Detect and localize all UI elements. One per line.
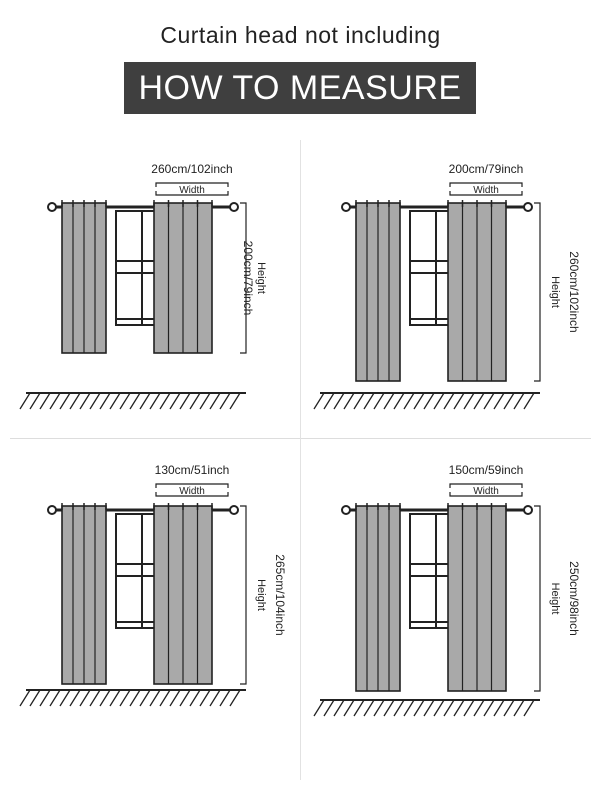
- floor-hatch: [130, 393, 140, 409]
- floor-hatch: [454, 700, 464, 716]
- floor-hatch: [220, 393, 230, 409]
- floor-hatch: [190, 393, 200, 409]
- floor-hatch: [424, 700, 434, 716]
- height-label: Height: [255, 262, 267, 294]
- width-label: Width: [473, 185, 499, 196]
- width-label: Width: [179, 185, 205, 196]
- floor-hatch: [90, 690, 100, 706]
- width-value-label: 260cm/102inch: [151, 162, 233, 176]
- height-value-label: 260cm/102inch: [567, 251, 581, 333]
- floor-hatch: [120, 690, 130, 706]
- floor-hatch: [394, 700, 404, 716]
- title-banner: HOW TO MEASURE: [124, 62, 476, 114]
- floor-hatch: [434, 393, 444, 409]
- rod-finial-left: [48, 506, 56, 514]
- floor-hatch: [180, 690, 190, 706]
- floor-hatch: [444, 393, 454, 409]
- floor-hatch: [200, 393, 210, 409]
- rod-finial-left: [342, 506, 350, 514]
- height-value-label: 265cm/104inch: [273, 554, 287, 636]
- floor-hatch: [90, 393, 100, 409]
- floor-hatch: [444, 700, 454, 716]
- floor-hatch: [464, 393, 474, 409]
- height-label: Height: [549, 276, 561, 308]
- floor-hatch: [30, 393, 40, 409]
- floor-hatch: [100, 690, 110, 706]
- floor-hatch: [80, 393, 90, 409]
- floor-hatch: [110, 690, 120, 706]
- vertical-divider: [300, 140, 301, 780]
- floor-hatch: [484, 393, 494, 409]
- floor-hatch: [434, 700, 444, 716]
- floor-hatch: [50, 393, 60, 409]
- measure-panel-4: [314, 458, 594, 728]
- floor-hatch: [334, 393, 344, 409]
- curtain-diagram-4: [314, 458, 594, 728]
- floor-hatch: [494, 700, 504, 716]
- floor-hatch: [344, 393, 354, 409]
- floor-hatch: [354, 700, 364, 716]
- floor-hatch: [324, 393, 334, 409]
- floor-hatch: [524, 393, 534, 409]
- floor-hatch: [210, 690, 220, 706]
- floor-hatch: [150, 393, 160, 409]
- floor-hatch: [404, 393, 414, 409]
- floor-hatch: [60, 393, 70, 409]
- floor-hatch: [414, 393, 424, 409]
- floor-hatch: [210, 393, 220, 409]
- floor-hatch: [504, 700, 514, 716]
- floor-hatch: [140, 393, 150, 409]
- height-bracket: [534, 506, 540, 691]
- floor-hatch: [160, 690, 170, 706]
- floor-hatch: [344, 700, 354, 716]
- floor-hatch: [100, 393, 110, 409]
- floor-hatch: [324, 700, 334, 716]
- floor-hatch: [60, 690, 70, 706]
- floor-hatch: [454, 393, 464, 409]
- width-value-label: 200cm/79inch: [448, 162, 524, 176]
- floor-hatch: [514, 393, 524, 409]
- floor-hatch: [40, 690, 50, 706]
- floor-hatch: [50, 690, 60, 706]
- floor-hatch: [314, 700, 324, 716]
- width-value-label: 150cm/59inch: [448, 463, 524, 477]
- floor-hatch: [394, 393, 404, 409]
- width-value-label: 130cm/51inch: [154, 463, 230, 477]
- rod-finial-right: [230, 506, 238, 514]
- floor-hatch: [384, 700, 394, 716]
- rod-finial-left: [48, 203, 56, 211]
- floor-hatch: [514, 700, 524, 716]
- curtain-diagram-2: [314, 155, 594, 425]
- floor-hatch: [80, 690, 90, 706]
- curtain-diagram-3: [20, 458, 300, 728]
- floor-hatch: [20, 690, 30, 706]
- width-label: Width: [179, 486, 205, 497]
- floor-hatch: [230, 690, 240, 706]
- floor-hatch: [364, 700, 374, 716]
- floor-hatch: [354, 393, 364, 409]
- floor-hatch: [120, 393, 130, 409]
- floor-hatch: [404, 700, 414, 716]
- floor-hatch: [424, 393, 434, 409]
- floor-hatch: [170, 690, 180, 706]
- floor-hatch: [374, 700, 384, 716]
- floor-hatch: [494, 393, 504, 409]
- floor-hatch: [190, 690, 200, 706]
- rod-finial-right: [230, 203, 238, 211]
- floor-hatch: [130, 690, 140, 706]
- floor-hatch: [524, 700, 534, 716]
- height-bracket: [534, 203, 540, 381]
- floor-hatch: [504, 393, 514, 409]
- floor-hatch: [70, 393, 80, 409]
- height-value-label: 200cm/79inch: [241, 240, 255, 316]
- floor-hatch: [474, 700, 484, 716]
- floor-hatch: [230, 393, 240, 409]
- floor-hatch: [384, 393, 394, 409]
- measure-panel-1: [20, 155, 300, 425]
- floor-hatch: [40, 393, 50, 409]
- curtain-diagram-1: [20, 155, 300, 425]
- floor-hatch: [414, 700, 424, 716]
- floor-hatch: [314, 393, 324, 409]
- floor-hatch: [484, 700, 494, 716]
- floor-hatch: [110, 393, 120, 409]
- measure-panel-3: [20, 458, 300, 728]
- subtitle: Curtain head not including: [160, 22, 441, 48]
- floor-hatch: [170, 393, 180, 409]
- floor-hatch: [30, 690, 40, 706]
- height-value-label: 250cm/98inch: [567, 561, 581, 636]
- height-bracket: [240, 506, 246, 684]
- floor-hatch: [70, 690, 80, 706]
- width-label: Width: [473, 486, 499, 497]
- floor-hatch: [160, 393, 170, 409]
- rod-finial-right: [524, 506, 532, 514]
- floor-hatch: [140, 690, 150, 706]
- floor-hatch: [464, 700, 474, 716]
- floor-hatch: [474, 393, 484, 409]
- rod-finial-right: [524, 203, 532, 211]
- height-label: Height: [549, 582, 561, 615]
- floor-hatch: [334, 700, 344, 716]
- floor-hatch: [180, 393, 190, 409]
- floor-hatch: [200, 690, 210, 706]
- floor-hatch: [374, 393, 384, 409]
- height-label: Height: [255, 579, 267, 611]
- rod-finial-left: [342, 203, 350, 211]
- floor-hatch: [20, 393, 30, 409]
- floor-hatch: [150, 690, 160, 706]
- measure-panel-2: [314, 155, 594, 425]
- floor-hatch: [220, 690, 230, 706]
- floor-hatch: [364, 393, 374, 409]
